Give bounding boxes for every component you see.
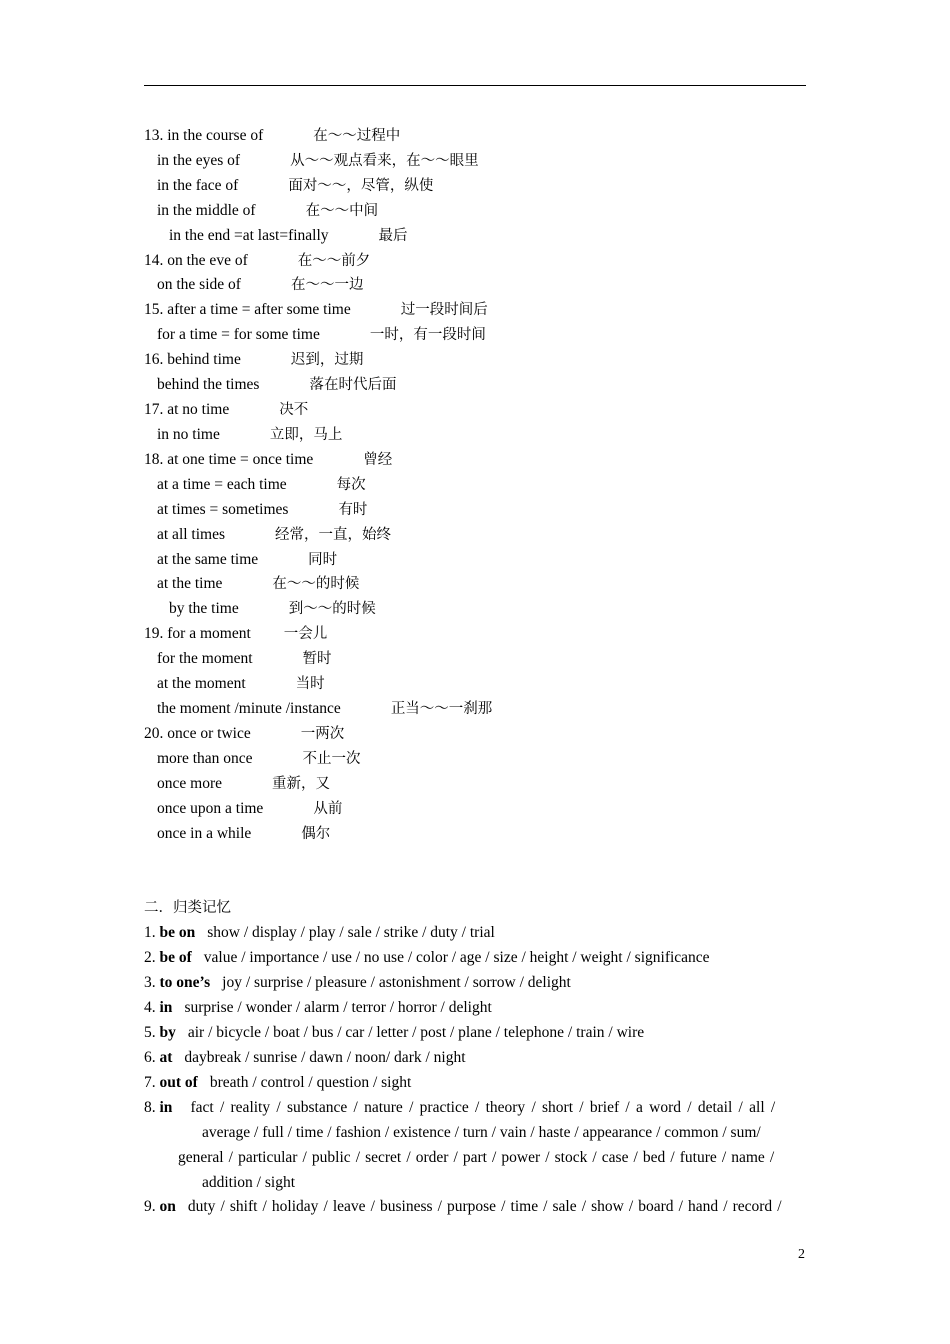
phrase-line: on the side of 在～～一边 [157,276,364,293]
phrase-line: the moment /minute /instance 正当～～一刹那 [157,700,493,717]
phrase-line: for the moment 暂时 [157,650,332,667]
phrase-line: 19. for a moment 一会儿 [144,625,328,642]
category-continuation: average / full / time / fashion / existence / turn / vain / haste / appearance / common / sum/ [202,1124,761,1141]
section-heading: 二．归类记忆 [144,900,231,916]
phrase-line: at times = sometimes 有时 [157,501,368,518]
phrase-line: 13. in the course of 在～～过程中 [144,127,401,144]
phrase-line: 14. on the eve of 在～～前夕 [144,252,371,269]
phrase-line: in no time 立即，马上 [157,426,343,443]
category-item: 6. at daybreak / sunrise / dawn / noon/ dark / night [144,1049,466,1066]
category-item: 5. by air / bicycle / boat / bus / car / letter / post / plane / telephone / train / wire [144,1024,645,1041]
page-number: 2 [798,1247,805,1262]
category-item: 1. be on show / display / play / sale / strike / duty / trial [144,924,495,941]
phrase-line: in the end =at last=finally 最后 [169,227,408,244]
phrase-line: more than once 不止一次 [157,750,361,767]
phrase-line: 16. behind time 迟到，过期 [144,351,364,368]
category-item: 3. to one’s joy / surprise / pleasure / astonishment / sorrow / delight [144,974,571,991]
category-item: 7. out of breath / control / question / sight [144,1074,412,1091]
phrase-line: at all times 经常，一直，始终 [157,526,392,543]
phrase-line: at a time = each time 每次 [157,476,366,493]
phrase-line: at the moment 当时 [157,675,325,692]
phrase-line: for a time = for some time 一时，有一段时间 [157,326,486,343]
phrase-line: behind the times 落在时代后面 [157,376,397,393]
phrase-line: 17. at no time 决不 [144,401,309,418]
phrase-line: in the middle of 在～～中间 [157,202,379,219]
phrase-line: by the time 到～～的时候 [169,600,376,617]
category-continuation: general / particular / public / secret / order / part / power / stock / case / bed / future / name / [178,1149,775,1166]
phrase-line: in the eyes of 从～～观点看来，在～～眼里 [157,152,479,169]
category-item: 8. in fact / reality / substance / nature / practice / theory / short / brief / a word / detail / all / [144,1099,776,1116]
category-item: 4. in surprise / wonder / alarm / terror / horror / delight [144,999,492,1016]
phrase-line: once in a while 偶尔 [157,825,331,842]
phrase-line: 20. once or twice 一两次 [144,725,345,742]
category-continuation: addition / sight [202,1174,295,1191]
phrase-line: 15. after a time = after some time 过一段时间后 [144,301,488,318]
header-rule [144,85,806,86]
phrase-line: at the time 在～～的时候 [157,575,360,592]
category-item: 2. be of value / importance / use / no use / color / age / size / height / weight / significance [144,949,710,966]
phrase-line: once more 重新，又 [157,775,330,792]
phrase-line: in the face of 面对～～，尽管，纵使 [157,177,434,194]
phrase-line: once upon a time 从前 [157,800,343,817]
phrase-line: at the same time 同时 [157,551,338,568]
phrase-line: 18. at one time = once time 曾经 [144,451,393,468]
category-item: 9. on duty / shift / holiday / leave / business / purpose / time / sale / show / board / hand / record / [144,1198,782,1215]
